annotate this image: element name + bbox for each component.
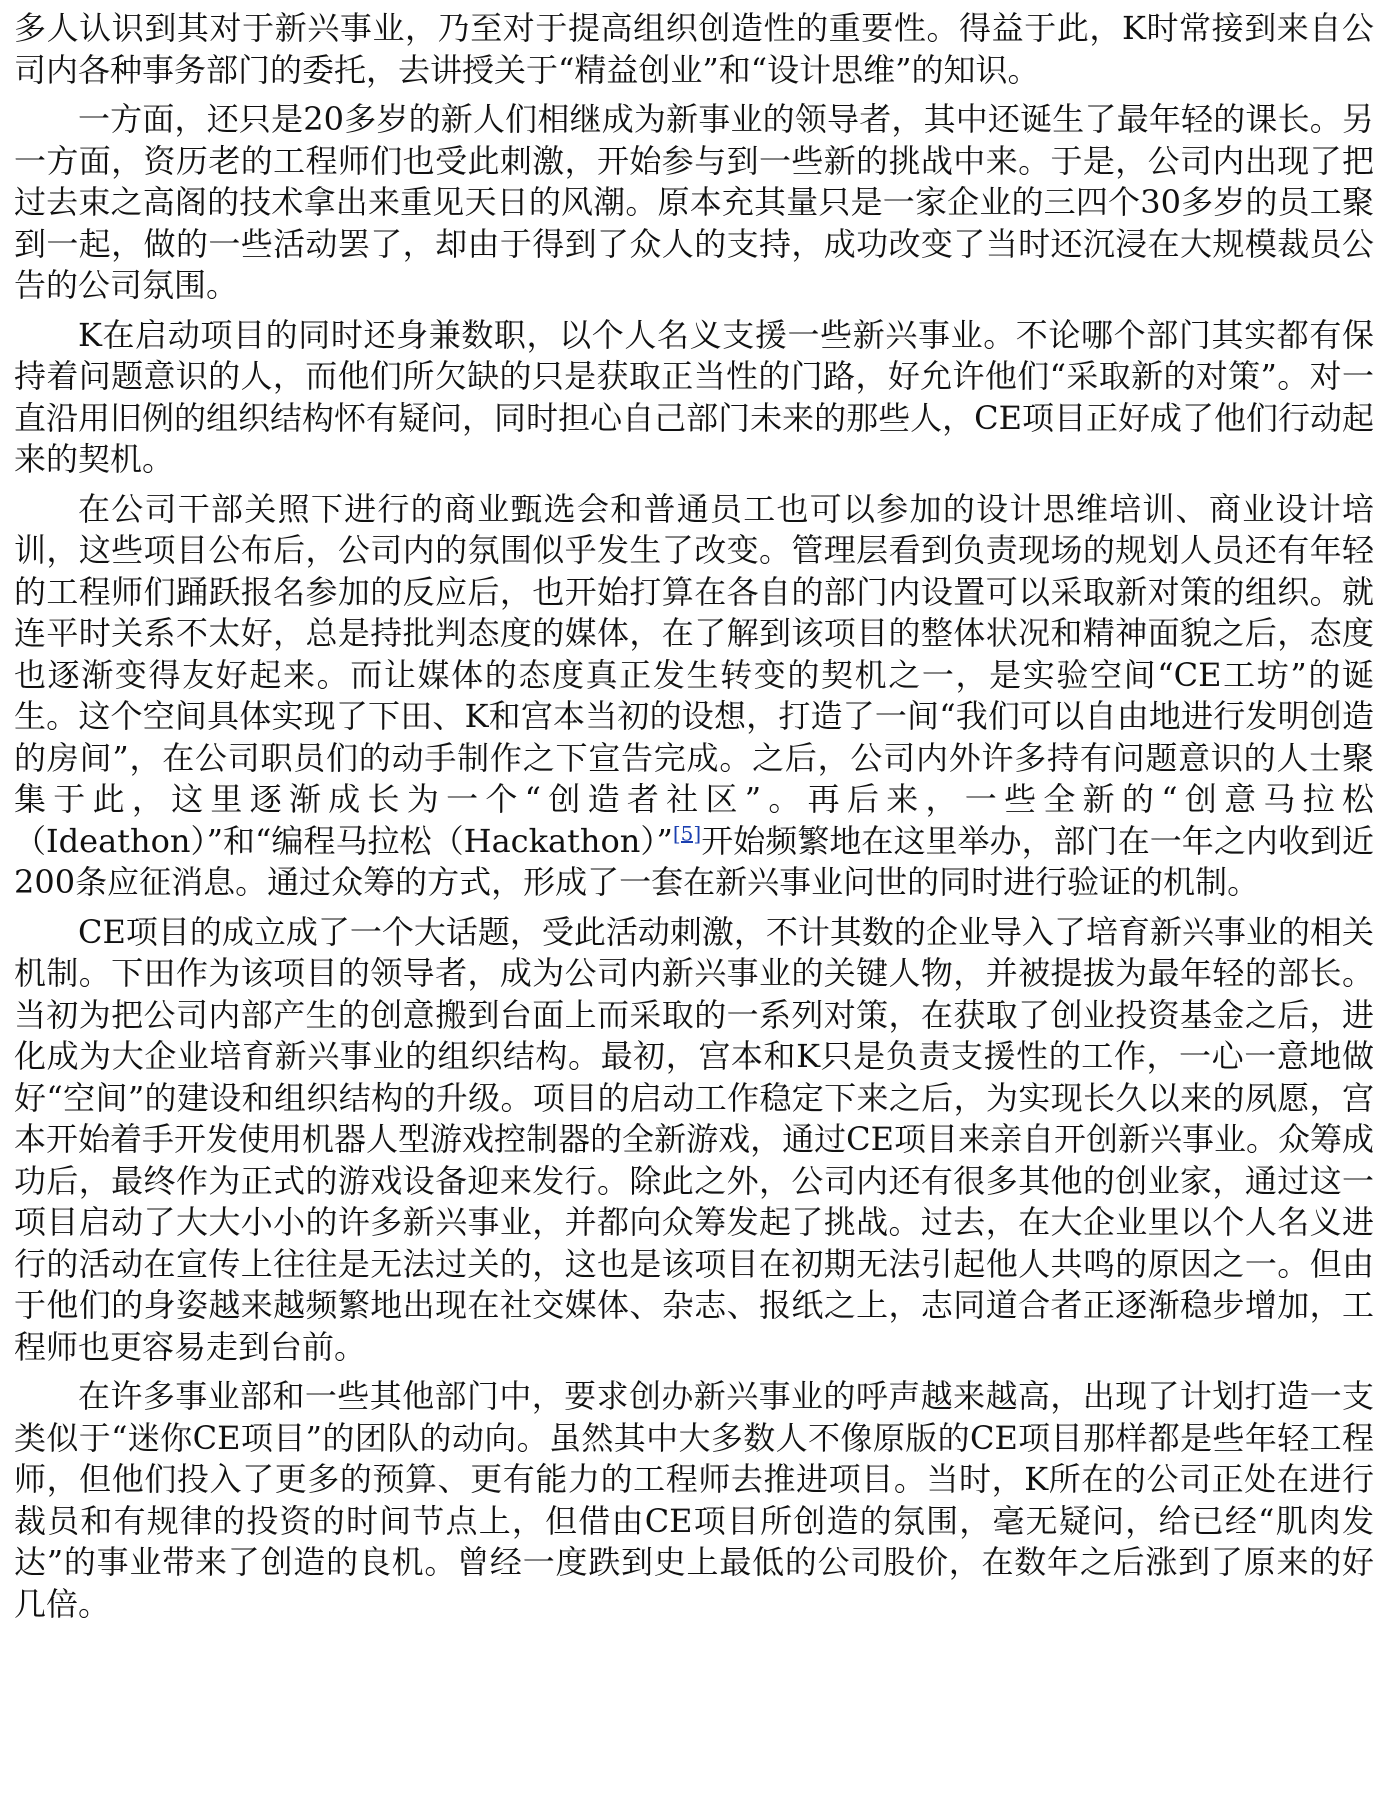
document-page	[14, 8, 1374, 1625]
paragraph-3: K在启动项目的同时还身兼数职，以个人名义支援一些新兴事业。不论哪个部门其实都有保持着问题意识的人，而他们所欠缺的只是获取正当性的门路，好允许他们“采取新的对策”。对一直沿用旧例的组织结构怀有疑问，同时担心自己部门未来的那些人，CE项目正好成了他们行动起来的契机。	[14, 315, 1374, 478]
footnote-link-5[interactable]: [5]	[672, 820, 702, 845]
paragraph-4	[14, 489, 1374, 904]
paragraph-2: 一方面，还只是20多岁的新人们相继成为新事业的领导者，其中还诞生了最年轻的课长。另一方面，资历老的工程师们也受此刺激，开始参与到一些新的挑战中来。于是，公司内出现了把过去束之高阁的技术拿出来重见天日的风潮。原本充其量只是一家企业的三四个30多岁的员工聚到一起，做的一些活动罢了，却由于得到了众人的支持，成功改变了当时还沉浸在大规模裁员公告的公司氛围。	[14, 100, 1374, 304]
paragraph-4-text-before: 在公司干部关照下进行的商业甄选会和普通员工也可以参加的设计思维培训、商业设计培训，这些项目公布后，公司内的氛围似乎发生了改变。管理层看到负责现场的规划人员还有年轻的工程师们踊跃报名参加的反应后，也开始打算在各自的部门内设置可以采取新对策的组织。就连平时关系不太好，总是持批判态度的媒体，在了解到该项目的整体状况和精神面貌之后，态度也逐渐变得友好起来。而让媒体的态度真正发生转变的契机之一，是实验空间“CE工坊”的诞生。这个空间具体实现了下田、K和宫本当初的设想，打造了一间“我们可以自由地进行发明创造的房间”，在公司职员们的动手制作之下宣告完成。之后，公司内外许多持有问题意识的人士聚集于此，这里逐渐成长为一个“创造者社区”。再后来，一些全新的“创意马拉松（Ideathon）”和“编程马拉松（Hackathon）”	[14, 489, 1374, 860]
paragraph-5: CE项目的成立成了一个大话题，受此活动刺激，不计其数的企业导入了培育新兴事业的相关机制。下田作为该项目的领导者，成为公司内新兴事业的关键人物，并被提拔为最年轻的部长。当初为把公司内部产生的创意搬到台面上而采取的一系列对策，在获取了创业投资基金之后，进化成为大企业培育新兴事业的组织结构。最初，宫本和K只是负责支援性的工作，一心一意地做好“空间”的建设和组织结构的升级。项目的启动工作稳定下来之后，为实现长久以来的夙愿，宫本开始着手开发使用机器人型游戏控制器的全新游戏，通过CE项目来亲自开创新兴事业。众筹成功后，最终作为正式的游戏设备迎来发行。除此之外，公司内还有很多其他的创业家，通过这一项目启动了大大小小的许多新兴事业，并都向众筹发起了挑战。过去，在大企业里以个人名义进行的活动在宣传上往往是无法过关的，这也是该项目在初期无法引起他人共鸣的原因之一。但由于他们的身姿越来越频繁地出现在社交媒体、杂志、报纸之上，志同道合者正逐渐稳步增加，工程师也更容易走到台前。	[14, 912, 1374, 1366]
paragraph-1: 多人认识到其对于新兴事业，乃至对于提高组织创造性的重要性。得益于此，K时常接到来自公司内各种事务部门的委托，去讲授关于“精益创业”和“设计思维”的知识。	[14, 9, 1374, 89]
paragraph-6: 在许多事业部和一些其他部门中，要求创办新兴事业的呼声越来越高，出现了计划打造一支类似于“迷你CE项目”的团队的动向。虽然其中大多数人不像原版的CE项目那样都是些年轻工程师，但他们投入了更多的预算、更有能力的工程师去推进项目。当时，K所在的公司正处在进行裁员和有规律的投资的时间节点上，但借由CE项目所创造的氛围，毫无疑问，给已经“肌肉发达”的事业带来了创造的良机。曾经一度跌到史上最低的公司股价，在数年之后涨到了原来的好几倍。	[14, 1377, 1374, 1623]
paragraph-4-text-after: 开始频繁地在这里举办，部门在一年之内收到近200条应征消息。通过众筹的方式，形成了一套在新兴事业问世的同时进行验证的机制。	[14, 821, 1374, 901]
